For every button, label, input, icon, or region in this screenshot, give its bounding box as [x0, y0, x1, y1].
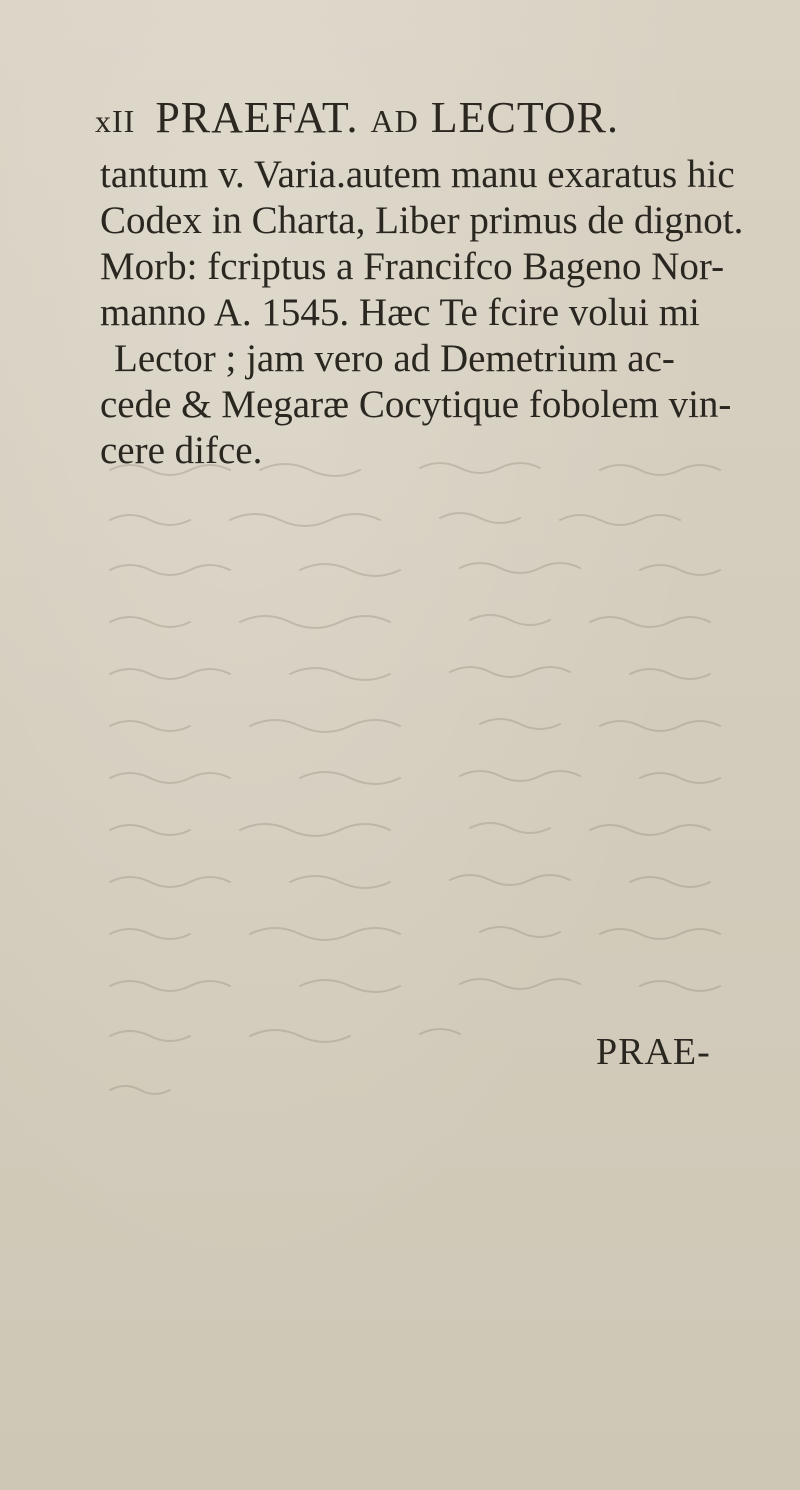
text-line: manno A. 1545. Hæc Te fcire volui mi: [100, 291, 700, 334]
text-line: cede & Megaræ Cocytique fobolem vin-: [100, 383, 732, 426]
running-head-end: LECTOR.: [430, 93, 620, 142]
running-head-main: PRAEFAT.: [155, 93, 359, 142]
text-line: cere difce.: [100, 429, 263, 472]
running-head-small: AD: [370, 103, 419, 139]
text-line: Lector ; jam vero ad Demetrium ac-: [114, 337, 675, 380]
text-line: Codex in Charta, Liber primus de dignot.: [100, 199, 744, 242]
body-paragraph: [100, 152, 790, 474]
running-header: [95, 92, 775, 142]
catchword: PRAE-: [596, 1031, 711, 1073]
text-line: tantum v. Varia.autem manu exaratus hic: [100, 153, 735, 196]
running-head-title: [155, 92, 619, 143]
text-line: Morb: fcriptus a Francifco Bageno Nor-: [100, 245, 725, 288]
page-number: xII: [95, 103, 136, 139]
